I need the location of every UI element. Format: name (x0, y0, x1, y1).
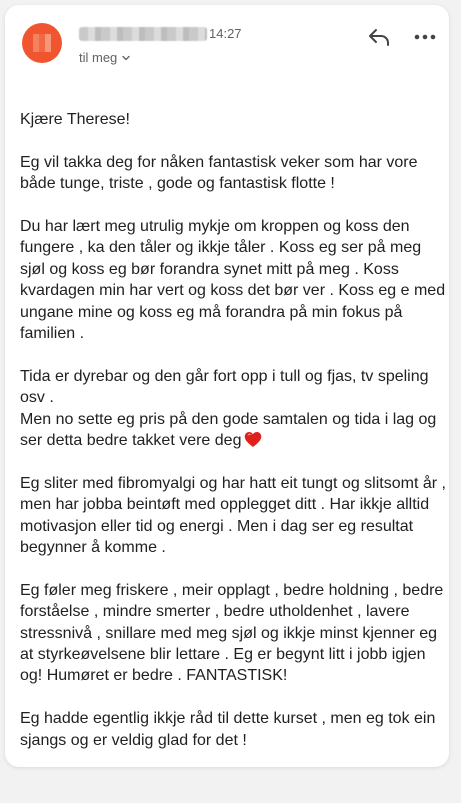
paragraph-2: Du har lært meg utrulig mykje om kroppen og koss den fungere , ka den tåler og ikkje tåler . Koss eg ser på meg sjøl og koss eg bør forandra synet mitt på meg . Koss kvardagen min har vert og koss det bør ver . Koss eg e med ungane mine og koss eg må forandra på min fokus på familien . (20, 218, 446, 343)
paragraph-3-line-1: Tida er dyrebar og den går fort opp i tull og fjas, tv speling osv . (20, 367, 429, 407)
paragraph-6: Eg hadde egentlig ikkje råd til dette kurset , men eg tok ein sjangs og er veldig glad for det ! (20, 710, 436, 749)
message-body (20, 109, 446, 772)
reply-arrow-icon[interactable] (366, 24, 392, 50)
recipient-details-toggle[interactable] (79, 50, 131, 65)
heart-emoji-icon (244, 431, 262, 448)
sender-name-redacted[interactable] (79, 27, 207, 41)
paragraph-3-line-2: Men no sette eg pris på den gode samtalen og tida i lag og ser detta bedre takket vere deg (20, 410, 437, 450)
more-horizontal-icon[interactable] (412, 26, 438, 48)
paragraph-1: Eg vil takka deg for nåken fantastisk veker som har vore både tunge, triste , gode og fantastisk flotte ! (20, 153, 418, 193)
recipient-label: til meg (79, 50, 118, 65)
greeting: Kjære Therese! (20, 111, 130, 128)
chevron-down-icon (121, 53, 131, 63)
avatar-pixelated-initials (33, 34, 51, 52)
email-card (5, 5, 449, 767)
message-time: 14:27 (209, 26, 242, 41)
avatar[interactable] (22, 23, 62, 63)
paragraph-3 (20, 366, 446, 452)
paragraph-4: Eg sliter med fibromyalgi og har hatt eit tungt og slitsomt år , men har jobba beintøft med opplegget ditt . Har ikkje alltid motivasjon eller tid og energi . Men i dag ser eg resultat begynner å komme . (20, 474, 446, 557)
paragraph-5: Eg føler meg friskere , meir opplagt , bedre holdning , bedre forståelse , mindre smerter , bedre utholdenhet , lavere stressnivå , snillare med meg sjøl og ikkje minst kjenner eg at styrkeøvelsene blir lettare . Eg er begynt litt i jobb igjen og! Humøret er bedre . FANTASTISK! (20, 581, 444, 685)
